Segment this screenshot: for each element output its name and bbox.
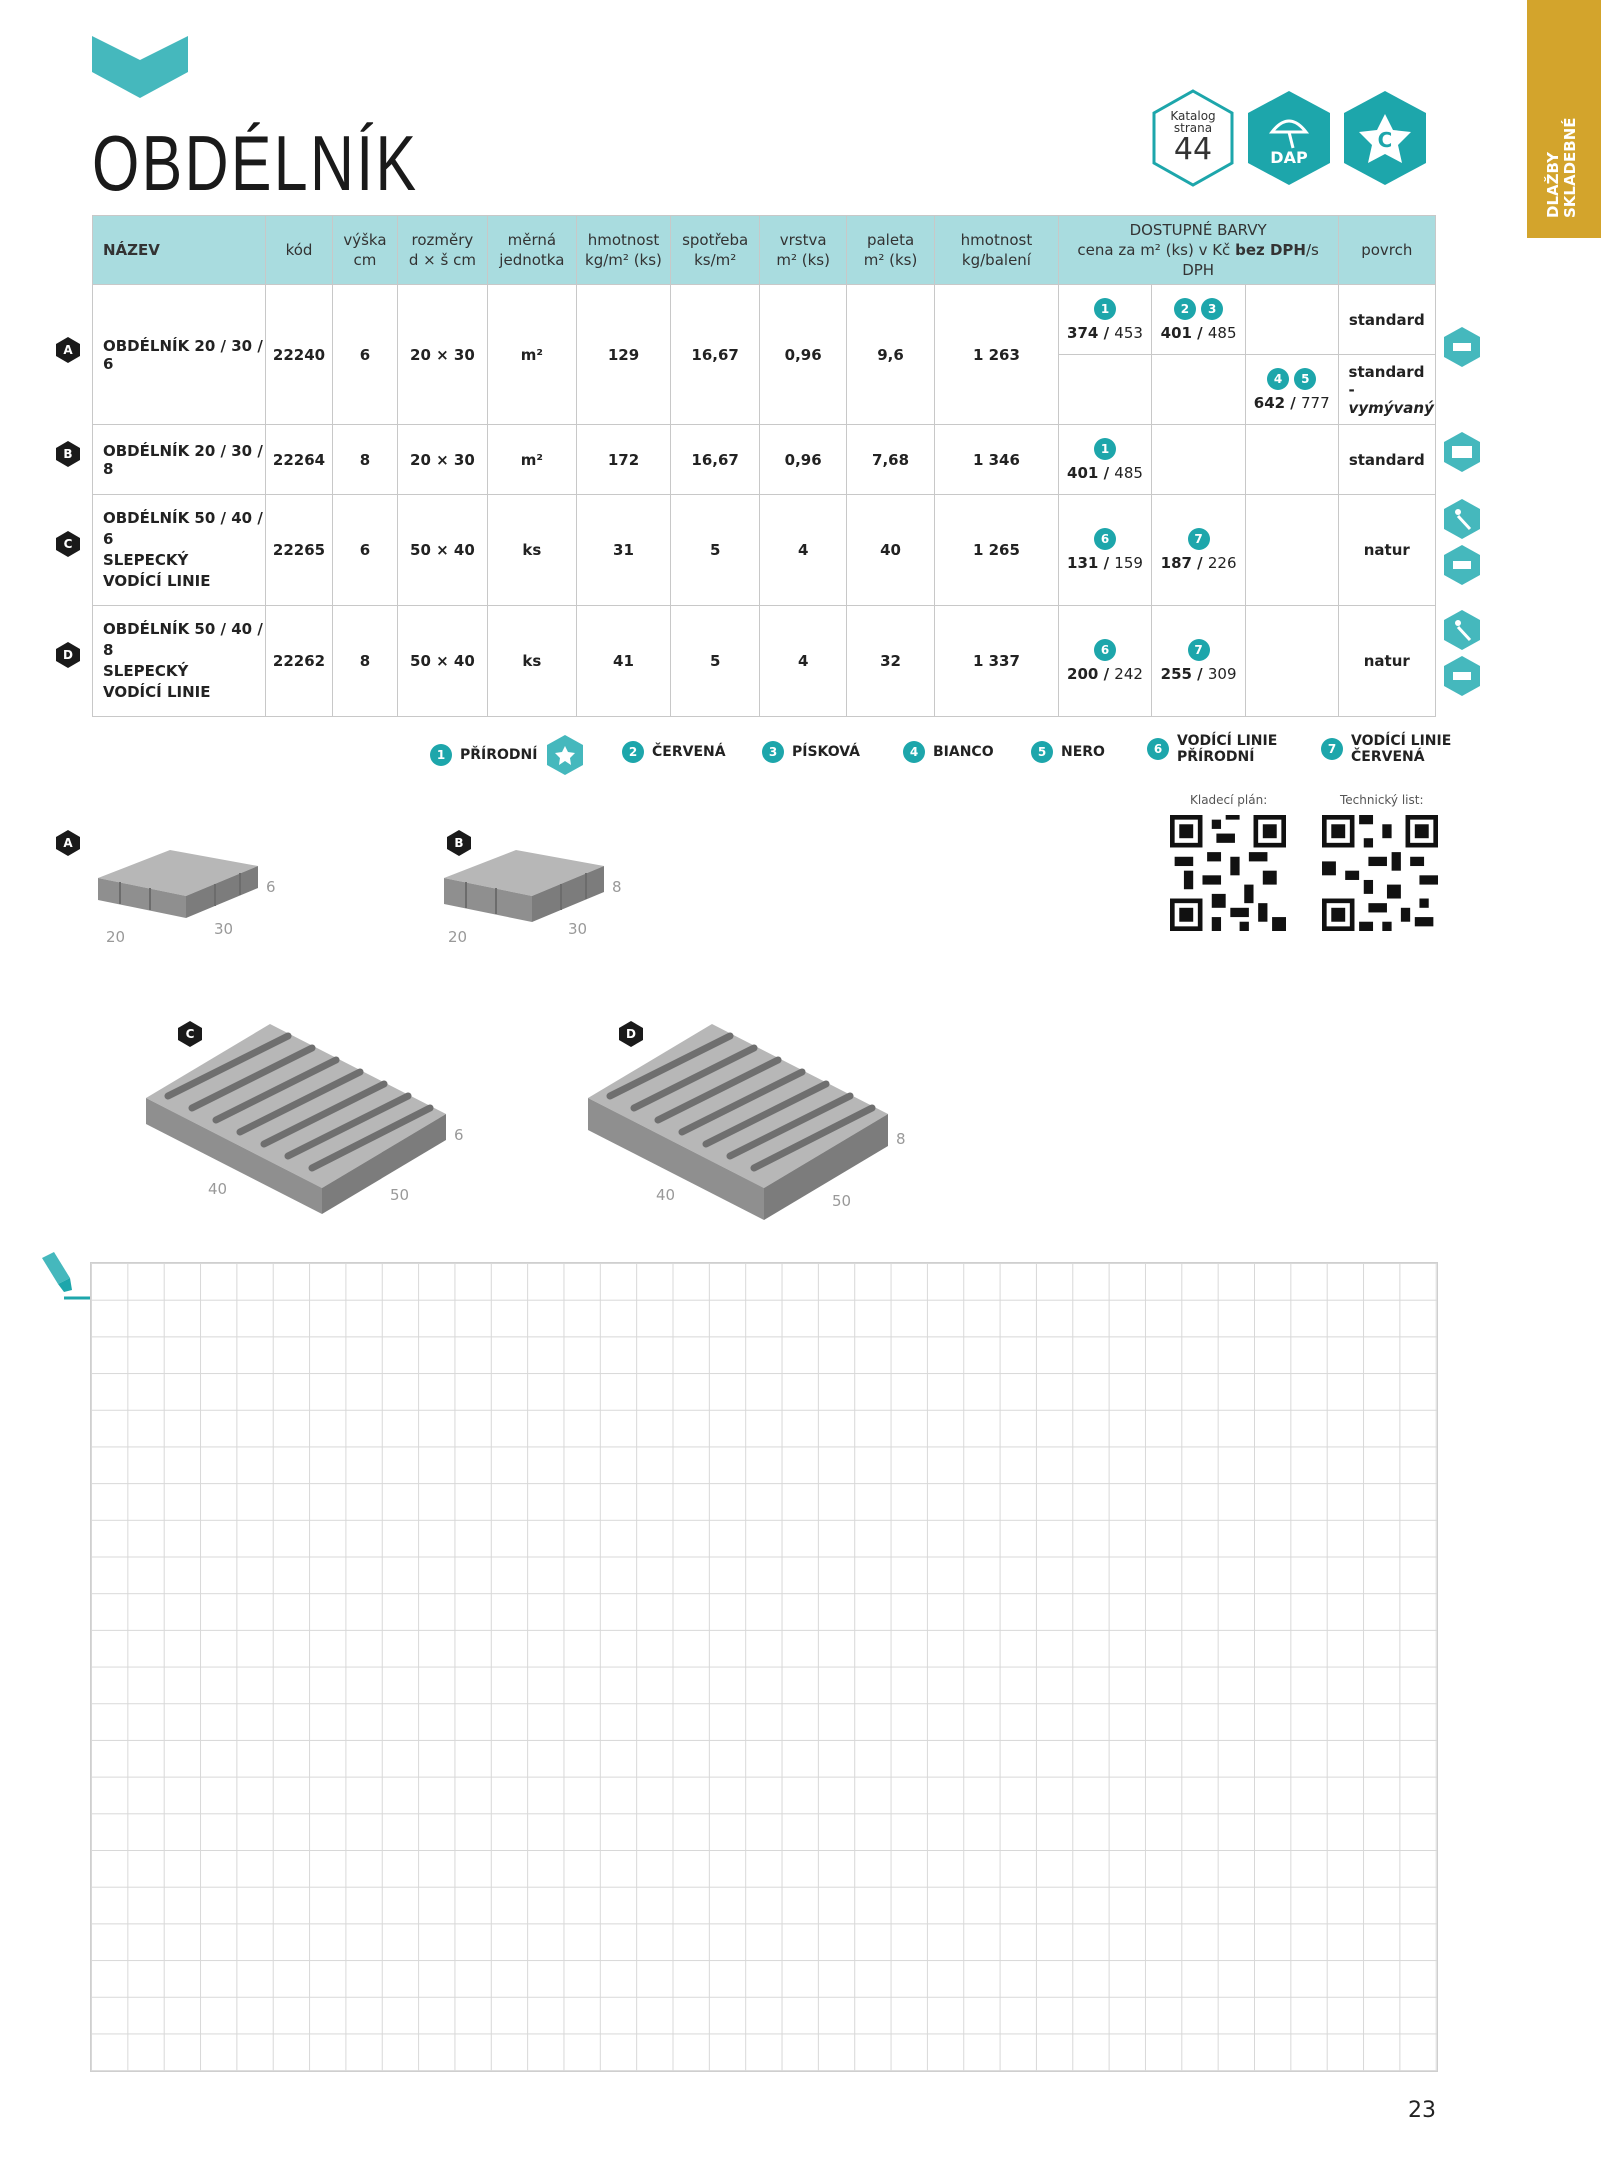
table-row <box>93 606 1436 717</box>
row-consumption: 5 <box>670 606 760 717</box>
star-icon <box>545 733 585 777</box>
row-unit: m² <box>487 425 577 495</box>
row-pallet: 9,6 <box>846 285 934 425</box>
notes-grid[interactable] <box>90 1262 1438 2072</box>
row-weight: 31 <box>577 495 671 606</box>
row-dims: 20 × 30 <box>398 425 487 495</box>
row-surface: standard <box>1338 425 1435 495</box>
row-surface: standard <box>1338 285 1435 355</box>
col-unit: měrná jednotka <box>487 216 577 285</box>
row-code: 22265 <box>266 495 332 606</box>
dap-badge <box>1246 88 1332 188</box>
qr-code-tech[interactable] <box>1322 815 1438 931</box>
color-dot: 2 <box>1174 298 1196 320</box>
qr-tech-label: Technický list: <box>1340 793 1424 807</box>
color-dot: 7 <box>1188 639 1210 661</box>
row-pack-weight: 1 265 <box>935 495 1059 606</box>
row-code: 22240 <box>266 285 332 425</box>
drawing-marker-c <box>176 1020 204 1048</box>
class-c-label: C <box>1377 128 1393 152</box>
catalog-label-1: Katalog <box>1170 109 1216 123</box>
legend-item: 1 PŘÍRODNÍ <box>430 733 585 777</box>
row-unit: ks <box>487 495 577 606</box>
svg-text:D: D <box>63 648 73 662</box>
svg-text:6: 6 <box>454 1126 464 1144</box>
color-cell: 6 131 / 159 <box>1058 495 1152 606</box>
svg-text:B: B <box>454 836 464 850</box>
color-cell-empty <box>1245 425 1338 495</box>
row-surface: natur <box>1338 606 1435 717</box>
color-dot: 1 <box>1094 438 1116 460</box>
row-consumption: 5 <box>670 495 760 606</box>
legend-item: 2 ČERVENÁ <box>622 741 726 763</box>
row-unit: ks <box>487 606 577 717</box>
qr-code-plan[interactable] <box>1170 815 1286 931</box>
color-cell: 7 187 / 226 <box>1152 495 1246 606</box>
color-cell-empty <box>1058 355 1152 425</box>
svg-text:C: C <box>185 1027 195 1041</box>
col-pack-weight: hmotnost kg/balení <box>935 216 1059 285</box>
color-cell-empty <box>1245 495 1338 606</box>
row-pack-weight: 1 263 <box>935 285 1059 425</box>
pencil-notes-icon <box>36 1250 92 1306</box>
row-name: OBDÉLNÍK 50 / 40 / 8 SLEPECKÝ VODÍCÍ LINIE <box>93 606 266 717</box>
col-pallet: paleta m² (ks) <box>846 216 934 285</box>
col-height: výška cm <box>332 216 398 285</box>
row-marker-b <box>54 440 82 468</box>
col-surface: povrch <box>1338 216 1435 285</box>
color-dot: 1 <box>1094 298 1116 320</box>
row-layer: 0,96 <box>760 425 846 495</box>
row-weight: 172 <box>577 425 671 495</box>
row-marker-a <box>54 336 82 364</box>
legend-item: 6 VODÍCÍ LINIE PŘÍRODNÍ <box>1147 733 1277 765</box>
pedestrian-use-icon <box>1442 543 1482 587</box>
svg-text:8: 8 <box>896 1130 906 1148</box>
section-tab-line2: SKLADEBNÉ <box>1561 117 1579 218</box>
col-layer: vrstva m² (ks) <box>760 216 846 285</box>
svg-text:8: 8 <box>612 878 622 896</box>
row-code: 22262 <box>266 606 332 717</box>
row-name: OBDÉLNÍK 20 / 30 / 6 <box>93 285 266 425</box>
color-cell-empty <box>1245 285 1338 355</box>
color-cell-empty <box>1152 355 1246 425</box>
color-dot: 6 <box>1094 639 1116 661</box>
color-dot: 3 <box>1201 298 1223 320</box>
drawing-marker-b <box>445 829 473 857</box>
svg-text:40: 40 <box>656 1186 676 1204</box>
row-layer: 0,96 <box>760 285 846 425</box>
dap-label: DAP <box>1270 148 1308 167</box>
svg-text:A: A <box>63 343 73 357</box>
row-pallet: 7,68 <box>846 425 934 495</box>
class-c-badge <box>1342 88 1428 188</box>
vehicle-use-icon <box>1442 430 1482 474</box>
legend-item: 7 VODÍCÍ LINIE ČERVENÁ <box>1321 733 1451 765</box>
pedestrian-use-icon <box>1442 654 1482 698</box>
row-layer: 4 <box>760 495 846 606</box>
svg-text:20: 20 <box>106 928 126 946</box>
row-layer: 4 <box>760 606 846 717</box>
row-height: 6 <box>332 495 398 606</box>
paver-drawing-a <box>90 828 320 958</box>
catalog-label-2: strana <box>1173 121 1213 135</box>
row-dims: 50 × 40 <box>398 606 487 717</box>
blind-person-icon <box>1442 497 1482 541</box>
qr-plan-label: Kladecí plán: <box>1190 793 1268 807</box>
color-dot: 5 <box>1294 368 1316 390</box>
legend-item: 4 BIANCO <box>903 741 994 763</box>
col-colors: DOSTUPNÉ BARVY cena za m² (ks) v Kč bez DPH/s DPH <box>1058 216 1338 285</box>
row-code: 22264 <box>266 425 332 495</box>
col-code: kód <box>266 216 332 285</box>
row-pallet: 32 <box>846 606 934 717</box>
page-title: OBDÉLNÍK <box>92 119 419 207</box>
page-number: 23 <box>1408 2098 1436 2123</box>
table-row <box>93 495 1436 606</box>
row-marker-d <box>54 641 82 669</box>
color-cell: 1 374 / 453 <box>1058 285 1152 355</box>
row-height: 8 <box>332 606 398 717</box>
color-dot: 6 <box>1094 528 1116 550</box>
row-marker-c <box>54 530 82 558</box>
col-name: NÁZEV <box>93 216 266 285</box>
drawing-marker-a <box>54 829 82 857</box>
row-height: 6 <box>332 285 398 425</box>
color-dot: 7 <box>1188 528 1210 550</box>
color-cell: 2 3 401 / 485 <box>1152 285 1246 355</box>
pedestrian-use-icon <box>1442 325 1482 369</box>
row-consumption: 16,67 <box>670 285 760 425</box>
row-name: OBDÉLNÍK 50 / 40 / 6 SLEPECKÝ VODÍCÍ LINIE <box>93 495 266 606</box>
row-surface-2: standard - vymývaný <box>1338 355 1435 425</box>
row-pack-weight: 1 337 <box>935 606 1059 717</box>
catalog-page-badge <box>1150 88 1236 188</box>
svg-text:40: 40 <box>208 1180 228 1198</box>
row-name: OBDÉLNÍK 20 / 30 / 8 <box>93 425 266 495</box>
svg-text:D: D <box>626 1027 636 1041</box>
row-height: 8 <box>332 425 398 495</box>
product-table <box>92 215 1436 717</box>
row-consumption: 16,67 <box>670 425 760 495</box>
color-cell: 4 5 642 / 777 <box>1245 355 1338 425</box>
color-cell-empty <box>1152 425 1246 495</box>
catalog-page-number: 44 <box>1173 132 1213 167</box>
color-cell: 6 200 / 242 <box>1058 606 1152 717</box>
svg-text:50: 50 <box>390 1186 410 1204</box>
section-tab-line1: DLAŽBY <box>1544 152 1562 218</box>
row-surface: natur <box>1338 495 1435 606</box>
col-consumption: spotřeba ks/m² <box>670 216 760 285</box>
row-pallet: 40 <box>846 495 934 606</box>
svg-text:20: 20 <box>448 928 468 946</box>
svg-text:A: A <box>63 836 73 850</box>
row-unit: m² <box>487 285 577 425</box>
color-dot: 4 <box>1267 368 1289 390</box>
row-pack-weight: 1 346 <box>935 425 1059 495</box>
svg-text:30: 30 <box>214 920 234 938</box>
row-weight: 41 <box>577 606 671 717</box>
col-weight: hmotnost kg/m² (ks) <box>577 216 671 285</box>
color-cell: 7 255 / 309 <box>1152 606 1246 717</box>
table-row <box>93 285 1436 355</box>
drawing-marker-d <box>617 1020 645 1048</box>
svg-text:B: B <box>63 447 73 461</box>
svg-text:6: 6 <box>266 878 276 896</box>
svg-text:50: 50 <box>832 1192 852 1210</box>
row-dims: 50 × 40 <box>398 495 487 606</box>
legend-item: 5 NERO <box>1031 741 1105 763</box>
row-dims: 20 × 30 <box>398 285 487 425</box>
color-cell: 1 401 / 485 <box>1058 425 1152 495</box>
section-tab <box>1527 0 1601 238</box>
chevron-logo-icon <box>92 36 188 98</box>
legend-item: 3 PÍSKOVÁ <box>762 741 860 763</box>
blind-person-icon <box>1442 608 1482 652</box>
row-weight: 129 <box>577 285 671 425</box>
svg-text:C: C <box>63 537 73 551</box>
table-row <box>93 425 1436 495</box>
svg-text:30: 30 <box>568 920 588 938</box>
color-cell-empty <box>1245 606 1338 717</box>
col-dims: rozměry d × š cm <box>398 216 487 285</box>
